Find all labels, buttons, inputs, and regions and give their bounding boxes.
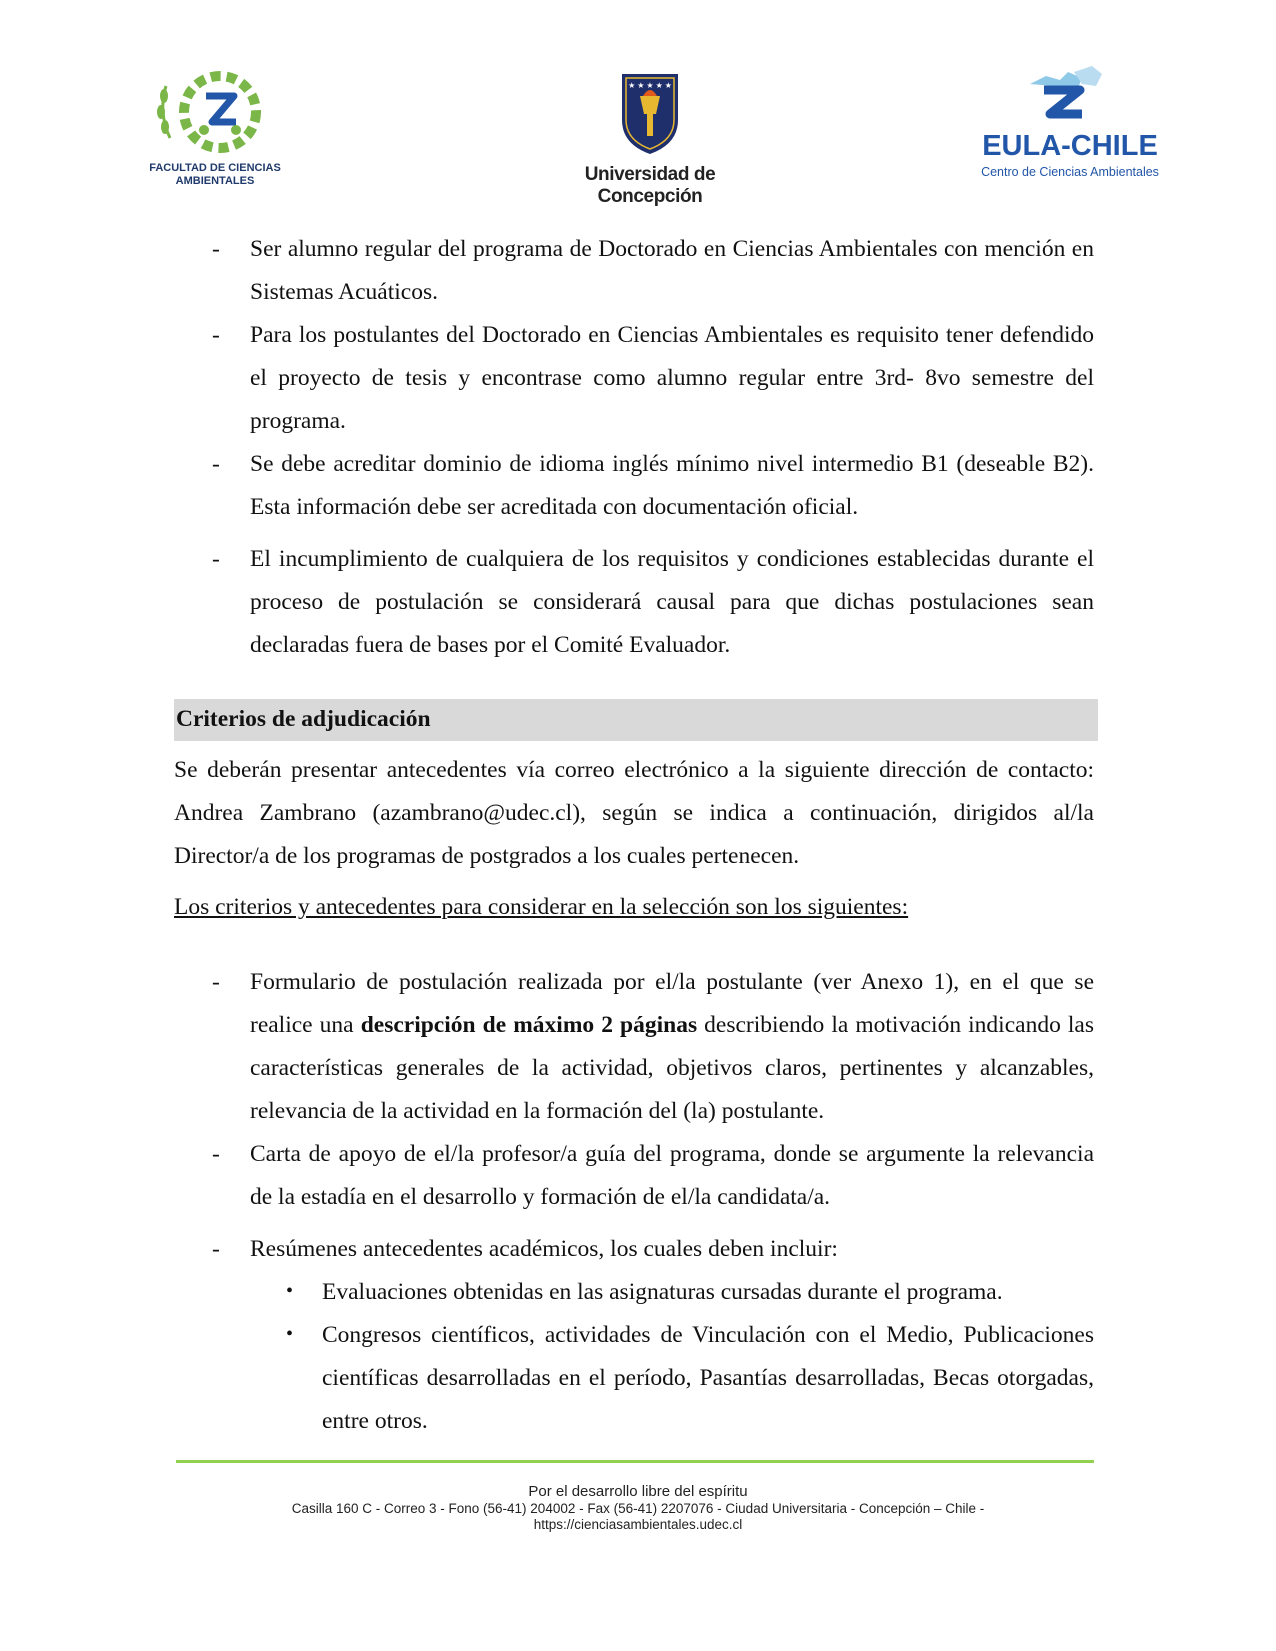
section-intro: Se deberán presentar antecedentes vía correo electrónico a la siguiente dirección de contacto: Andrea Zambrano (azambrano@udec.cl), según se indica a continuación, dirigidos al/la Director/a de los programas de postgrados a los cuales pertenecen. <box>174 757 1094 869</box>
section-heading: Criterios de adjudicación <box>174 699 1098 741</box>
footer-divider <box>176 1460 1094 1463</box>
eula-map-icon <box>970 66 1170 130</box>
list-item: - Para los postulantes del Doctorado en Ciencias Ambientales es requisito tener defendido el proyecto de tesis y encontrase como alumno regular entre 3rd- 8vo semestre del programa. <box>212 322 1094 434</box>
list-item: - Resúmenes antecedentes académicos, los cuales deben incluir: • Evaluaciones obtenidas en las asignaturas cursadas durante el programa. • Congresos científicos, actividades de Vinculación con el Medio, Publicaciones científicas desarrolladas en el período, Pasantías desarrolladas, Becas otorgadas, entre otros. <box>174 1228 1094 1443</box>
list-item-text: Ser alumno regular del programa de Doctorado en Ciencias Ambientales con mención en Sistemas Acuáticos. <box>250 236 1094 305</box>
bullet-icon: • <box>286 1323 294 1345</box>
sub-list-item: • Evaluaciones obtenidas en las asignaturas cursadas durante el programa. <box>246 1271 1094 1314</box>
list-item-text: Formulario de postulación realizada por el/la postulante (ver Anexo 1), en el que se realice una descripción de máximo 2 páginas describiendo la motivación indicando las características generales de la actividad, objetivos claros, pertinentes y alcanzables, relevancia de la actividad en la formación del (la) postulante. <box>250 969 1094 1124</box>
footer-motto: Por el desarrollo libre del espíritu <box>528 1483 748 1500</box>
bullet-icon: • <box>286 1280 294 1302</box>
list-item: - El incumplimiento de cualquiera de los requisitos y condiciones establecidas durante el proceso de postulación se considerará causal para que dichas postulaciones sean declaradas fuera de bases por el Comité Evaluador. <box>212 546 1094 658</box>
eula-name: EULA-CHILE <box>982 130 1158 162</box>
page-footer <box>0 1483 1276 1533</box>
footer-address: Casilla 160 C - Correo 3 - Fono (56-41) 204002 - Fax (56-41) 2207076 - Ciudad Universitaria - Concepción – Chile - <box>291 1501 985 1516</box>
requirements-list <box>174 228 1094 667</box>
list-item-text: Carta de apoyo de el/la profesor/a guía del programa, donde se argumente la relevancia de la estadía en el desarrollo y formación de el/la candidata/a. <box>250 1141 1094 1210</box>
eula-logo <box>970 66 1170 186</box>
criteria-list <box>174 961 1094 1443</box>
list-item: - Se debe acreditar dominio de idioma inglés mínimo nivel intermedio B1 (deseable B2). Esta información debe ser acreditada con documentación oficial. <box>212 451 1094 520</box>
sub-list <box>246 1271 1094 1443</box>
document-body <box>174 228 1094 1443</box>
list-item-text: Para los postulantes del Doctorado en Ciencias Ambientales es requisito tener defendido el proyecto de tesis y encontrase como alumno regular entre 3rd- 8vo semestre del programa. <box>250 322 1094 434</box>
list-item-text: Resúmenes antecedentes académicos, los cuales deben incluir: <box>250 1236 838 1262</box>
eula-subtitle: Centro de Ciencias Ambientales <box>981 165 1159 179</box>
list-item-text: Se debe acreditar dominio de idioma inglés mínimo nivel intermedio B1 (deseable B2). Esta información debe ser acreditada con documentación oficial. <box>250 451 1094 520</box>
list-item-text: El incumplimiento de cualquiera de los requisitos y condiciones establecidas durante el proceso de postulación se considerará causal para que dichas postulaciones sean declaradas fuera de bases por el Comité Evaluador. <box>250 546 1094 658</box>
university-logo <box>530 74 770 207</box>
list-item: - Formulario de postulación realizada por el/la postulante (ver Anexo 1), en el que se realice una descripción de máximo 2 páginas describiendo la motivación indicando las características generales de la actividad, objetivos claros, pertinentes y alcanzables, relevancia de la actividad en la formación del (la) postulante. <box>212 969 1094 1124</box>
sub-list-item: • Congresos científicos, actividades de Vinculación con el Medio, Publicaciones científicas desarrolladas en el período, Pasantías desarrolladas, Becas otorgadas, entre otros. <box>246 1314 1094 1443</box>
bold-phrase: descripción de máximo 2 páginas <box>360 1012 698 1038</box>
list-item: - Ser alumno regular del programa de Doctorado en Ciencias Ambientales con mención en Sistemas Acuáticos. <box>212 236 1094 305</box>
criteria-title: Los criterios y antecedentes para considerar en la selección son los siguientes: <box>174 894 909 920</box>
svg-text:★ ★ ★ ★ ★: ★ ★ ★ ★ ★ <box>628 81 672 90</box>
university-shield-icon <box>530 74 770 154</box>
university-name: Universidad de Concepción <box>584 164 716 207</box>
page-header <box>0 60 1276 207</box>
footer-url[interactable]: https://cienciasambientales.udec.cl <box>533 1517 743 1532</box>
faculty-logo-text: FACULTAD DE CIENCIAS AMBIENTALES <box>149 162 281 187</box>
list-item: - Carta de apoyo de el/la profesor/a guía del programa, donde se argumente la relevancia de la estadía en el desarrollo y formación de el/la candidata/a. <box>212 1141 1094 1210</box>
faculty-gear-icon <box>140 66 290 162</box>
faculty-logo <box>140 66 290 186</box>
